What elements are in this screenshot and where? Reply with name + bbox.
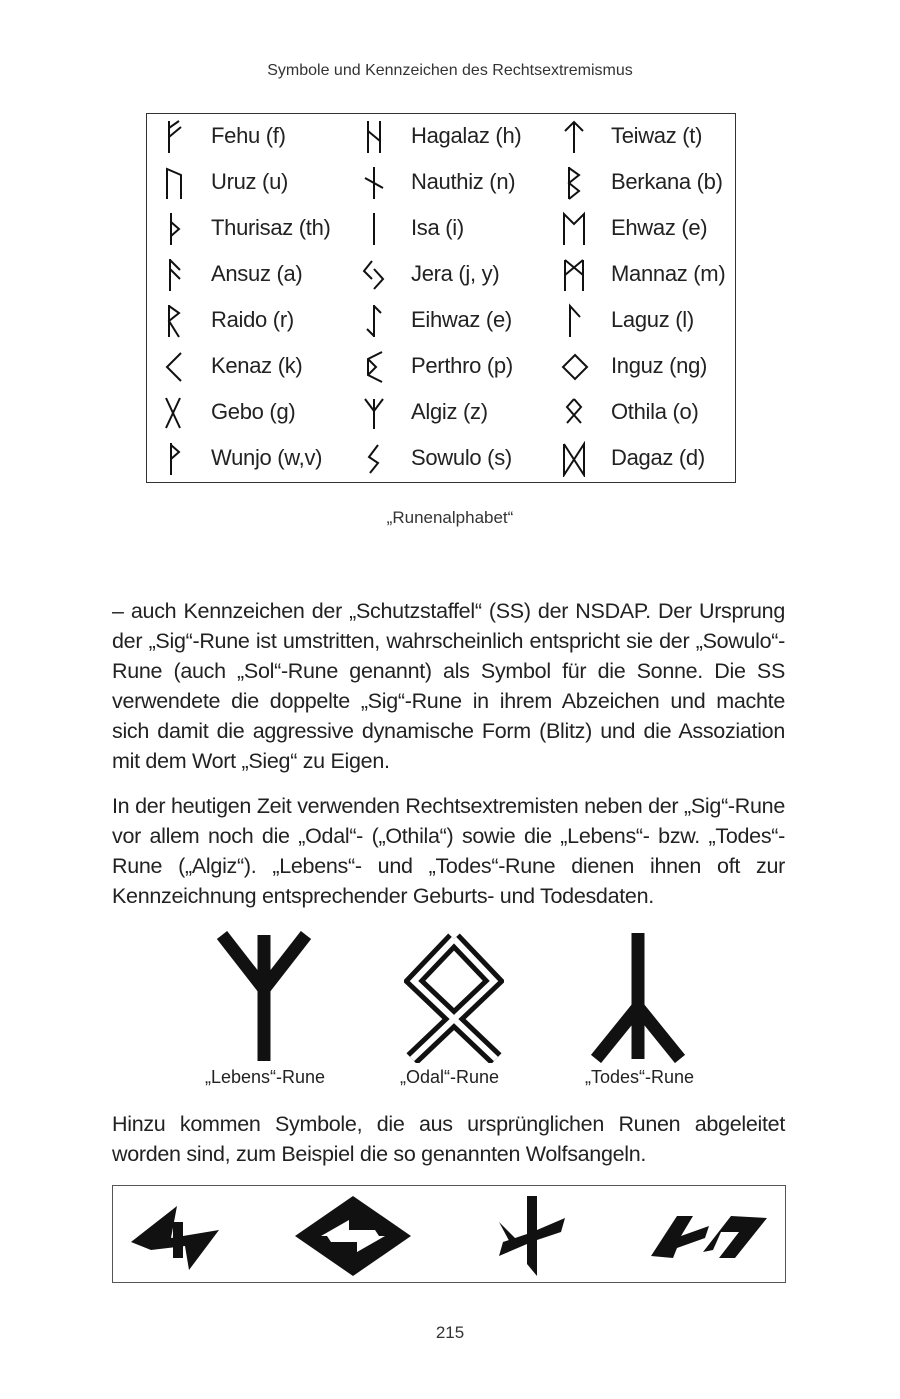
perthro-rune-icon: [359, 349, 389, 385]
odal-rune-label: „Odal“-Rune: [400, 1067, 500, 1087]
mannaz-rune-icon: [559, 257, 589, 293]
rune-row: [347, 298, 547, 344]
rune-label: Hagalaz (h): [411, 123, 522, 148]
rune-row: [147, 206, 347, 252]
rune-row: [347, 206, 547, 252]
algiz-rune-icon: [359, 395, 389, 431]
sowulo-rune-icon: [359, 441, 389, 477]
rune-row: [547, 344, 747, 390]
thurisaz-rune-icon: [159, 211, 189, 247]
rune-row: [147, 390, 347, 436]
rune-row: [547, 160, 747, 206]
paragraph-2: In der heutigen Zeit verwenden Rechtsextremisten neben der „Sig“-Rune vor allem noch die „Odal“- („Othila“) sowie die „Lebens“- bzw. „Todes“-Rune („Algiz“). „Lebens“- und „Todes“-Rune dienen ihnen oft zur Kennzeichnung entsprechender Geburts- und Todesdaten.: [112, 794, 785, 908]
rune-row: [347, 160, 547, 206]
lebens-rune-label: „Lebens“-Rune: [205, 1067, 326, 1087]
rune-row: [147, 160, 347, 206]
othila-rune-icon: [559, 395, 589, 431]
eihwaz-rune-icon: [359, 303, 389, 339]
rune-label: Inguz (ng): [611, 353, 708, 378]
rune-label: Eihwaz (e): [411, 307, 512, 332]
laguz-rune-icon: [559, 303, 589, 339]
wolfsangel-1-icon: [127, 1192, 227, 1278]
page-number: 215: [435, 1323, 465, 1342]
lebens-rune-icon: [214, 931, 314, 1063]
rune-row: [347, 390, 547, 436]
hagalaz-rune-icon: [359, 119, 389, 155]
rune-row: [547, 390, 747, 436]
rune-row: [347, 114, 547, 160]
rune-label: Perthro (p): [411, 353, 513, 378]
rune-row: [547, 114, 747, 160]
rune-label: Teiwaz (t): [611, 123, 703, 148]
rune-label: Laguz (l): [611, 307, 694, 332]
running-header: Symbole und Kennzeichen des Rechtsextremismus: [267, 62, 633, 79]
teiwaz-rune-icon: [559, 119, 589, 155]
isa-rune-icon: [359, 211, 389, 247]
rune-row: [547, 252, 747, 298]
fehu-rune-icon: [159, 119, 189, 155]
paragraph-1: – auch Kennzeichen der „Schutzstaffel“ (SS) der NSDAP. Der Ursprung der „Sig“-Rune ist umstritten, wahrscheinlich entspricht sie der „Sowulo“-Rune (auch „Sol“-Rune genannt) als Symbol für die Sonne. Die SS verwendete die doppelte „Sig“-Rune in ihrem Abzeichen und machte sich damit die aggressive dynamische Form (Blitz) und die Assoziation mit dem Wort „Sieg“ zu Eigen.: [112, 599, 785, 773]
rune-label: Jera (j, y): [411, 261, 500, 286]
rune-row: [347, 252, 547, 298]
rune-label: Mannaz (m): [611, 261, 726, 286]
nauthiz-rune-icon: [359, 165, 389, 201]
rune-row: [547, 298, 747, 344]
rune-label: Dagaz (d): [611, 445, 705, 470]
rune-label: Raido (r): [211, 307, 294, 332]
rune-label: Gebo (g): [211, 399, 296, 424]
rune-row: [547, 206, 747, 252]
rune-row: [147, 436, 347, 482]
rune-label: Isa (i): [411, 215, 464, 240]
todes-rune-icon: [588, 931, 688, 1063]
rune-label: Nauthiz (n): [411, 169, 516, 194]
rune-alphabet-table: [146, 113, 736, 483]
rune-label: Kenaz (k): [211, 353, 303, 378]
wolfsangel-2-icon: [291, 1192, 415, 1278]
wolfsangel-3-icon: [491, 1192, 571, 1278]
jera-rune-icon: [359, 257, 389, 293]
ansuz-rune-icon: [159, 257, 189, 293]
rune-row: [147, 114, 347, 160]
rune-row: [147, 298, 347, 344]
dagaz-rune-icon: [559, 441, 589, 477]
wunjo-rune-icon: [159, 441, 189, 477]
odal-rune-icon: [404, 931, 504, 1063]
ehwaz-rune-icon: [559, 211, 589, 247]
rune-label: Ehwaz (e): [611, 215, 708, 240]
rune-label: Othila (o): [611, 399, 699, 424]
rune-row: [347, 436, 547, 482]
todes-rune-label: „Todes“-Rune: [585, 1067, 695, 1087]
rune-label: Fehu (f): [211, 123, 286, 148]
rune-label: Wunjo (w,v): [211, 445, 323, 470]
rune-row: [147, 344, 347, 390]
berkana-rune-icon: [559, 165, 589, 201]
table-caption: „Runenalphabet“: [386, 508, 514, 527]
paragraph-3: Hinzu kommen Symbole, die aus ursprünglichen Runen abgeleitet worden sind, zum Beispiel die so genannten Wolfsangeln.: [112, 1112, 785, 1166]
inguz-rune-icon: [559, 349, 591, 385]
rune-label: Uruz (u): [211, 169, 289, 194]
wolfsangel-box: [112, 1185, 786, 1283]
kenaz-rune-icon: [159, 349, 189, 385]
rune-row: [547, 436, 747, 482]
rune-label: Algiz (z): [411, 399, 488, 424]
uruz-rune-icon: [159, 165, 189, 201]
gebo-rune-icon: [159, 395, 189, 431]
wolfsangel-4-icon: [647, 1192, 771, 1278]
rune-row: [147, 252, 347, 298]
rune-label: Berkana (b): [611, 169, 723, 194]
raido-rune-icon: [159, 303, 189, 339]
rune-row: [347, 344, 547, 390]
rune-label: Sowulo (s): [411, 445, 512, 470]
rune-label: Ansuz (a): [211, 261, 303, 286]
rune-label: Thurisaz (th): [211, 215, 331, 240]
